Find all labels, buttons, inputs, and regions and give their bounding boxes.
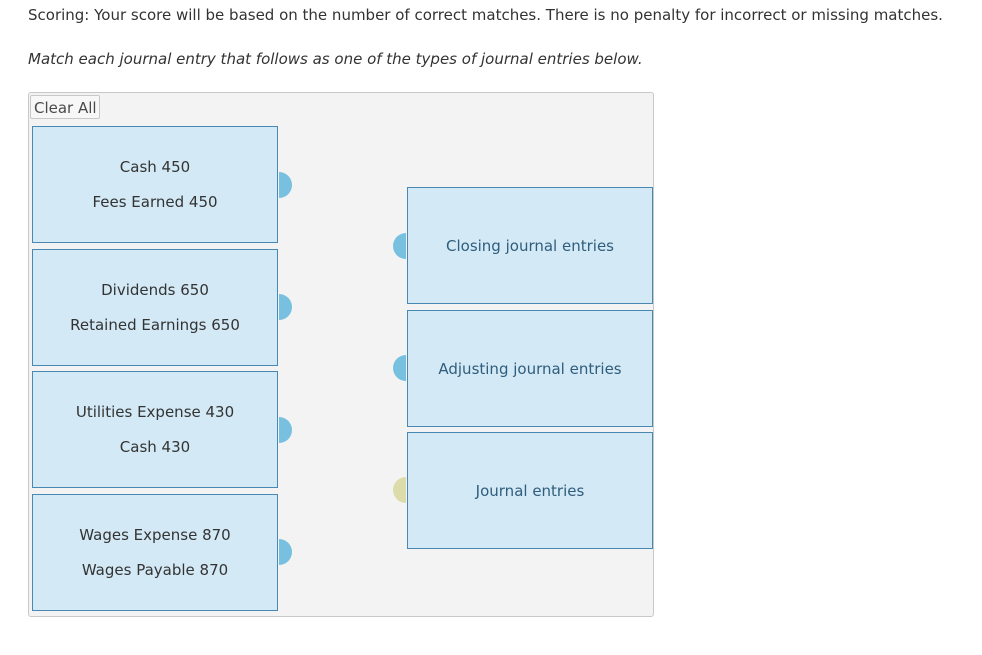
clear-all-button[interactable]: Clear All bbox=[30, 95, 100, 119]
type-label: Journal entries bbox=[475, 481, 585, 500]
entry-debit-line: Cash 450 bbox=[119, 158, 191, 176]
instructions-text: Match each journal entry that follows as one of the types of journal entries below. bbox=[28, 50, 643, 68]
entry-card-4[interactable] bbox=[32, 494, 278, 611]
entry-card-1[interactable] bbox=[32, 126, 278, 243]
entry-credit-line: Retained Earnings 650 bbox=[70, 316, 240, 334]
type-card-closing[interactable] bbox=[407, 187, 653, 304]
entry-credit-line: Wages Payable 870 bbox=[81, 561, 229, 579]
entry-card-2[interactable] bbox=[32, 249, 278, 366]
entry-debit-line: Utilities Expense 430 bbox=[75, 403, 235, 421]
type-label: Closing journal entries bbox=[446, 236, 614, 255]
type-card-journal[interactable] bbox=[407, 432, 653, 549]
type-label: Adjusting journal entries bbox=[438, 359, 622, 378]
entry-debit-line: Dividends 650 bbox=[101, 281, 209, 299]
type-card-adjusting[interactable] bbox=[407, 310, 653, 427]
entry-credit-line: Cash 430 bbox=[119, 438, 191, 456]
entry-credit-line: Fees Earned 450 bbox=[92, 193, 218, 211]
entry-card-3[interactable] bbox=[32, 371, 278, 488]
scoring-text: Scoring: Your score will be based on the number of correct matches. There is no penalty for incorrect or missing matches. bbox=[28, 6, 943, 24]
entry-debit-line: Wages Expense 870 bbox=[79, 526, 231, 544]
